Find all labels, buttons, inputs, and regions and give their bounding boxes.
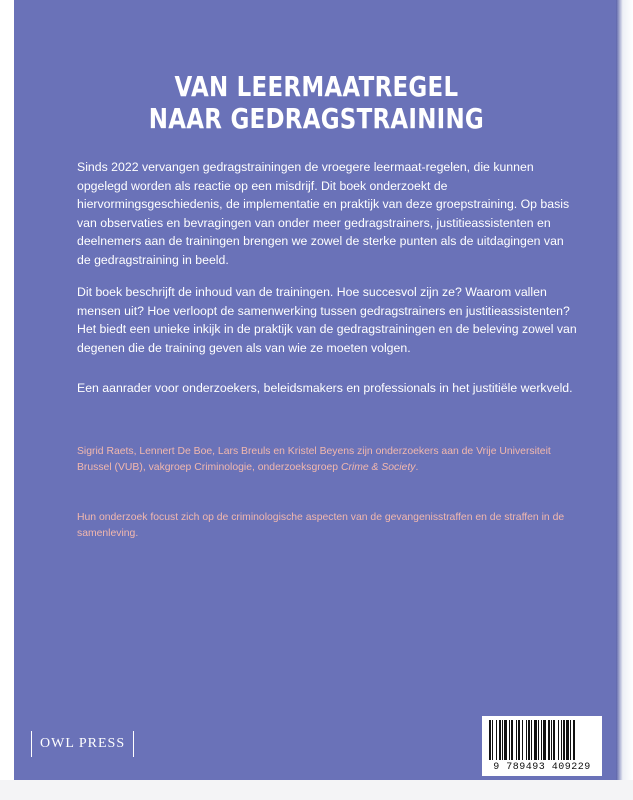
barcode-bar <box>518 720 520 760</box>
barcode-bar <box>561 720 562 760</box>
barcode-bar <box>511 720 513 760</box>
barcode-bar <box>558 720 559 760</box>
barcode-bar <box>526 720 527 760</box>
barcode <box>482 716 602 776</box>
isbn-number: 9 789493 409229 <box>493 762 591 773</box>
barcode-bar <box>516 720 517 760</box>
barcode-bar <box>573 720 575 760</box>
author-bio-end: . <box>415 462 419 473</box>
barcode-bar <box>548 720 550 760</box>
barcode-bar <box>570 720 571 760</box>
title-line-2: NAAR GEDRAGSTRAINING <box>148 102 485 135</box>
publisher-name: OWL PRESS <box>40 736 126 751</box>
page-bottom-margin <box>0 780 633 800</box>
cover-edge-shadow <box>616 0 633 780</box>
barcode-bar <box>528 720 530 760</box>
blurb-paragraph: Een aanrader voor onderzoekers, beleidsmakers en professionals in het justitiële werkveld. <box>77 381 573 395</box>
research-group-name: Crime & Society <box>340 462 416 473</box>
barcode-bar <box>522 720 523 760</box>
barcode-bar <box>551 720 552 760</box>
barcode-bar <box>499 720 501 760</box>
barcode-bar <box>492 720 493 760</box>
barcode-bar <box>543 720 546 760</box>
research-focus: Hun onderzoek focust zich op de criminologische aspecten van de gevangenisstraffen en de straffen in de samenleving. <box>77 512 565 539</box>
barcode-bar <box>509 720 510 760</box>
barcode-bar <box>502 720 503 760</box>
barcode-bar <box>563 720 565 760</box>
barcode-bar <box>504 720 507 760</box>
barcode-bar <box>534 720 537 760</box>
author-bio <box>77 444 577 476</box>
barcode-bar <box>538 720 539 760</box>
blurb-paragraph: Sinds 2022 vervangen gedragstrainingen de vroegere leermaat-regelen, die kunnen opgelegd worden als reactie op een misdrijf. Dit boek onderzoekt de hiervormingsgeschiedenis, de implementatie en praktijk van deze groepstraining. Op basis van observaties en bevragingen van onder meer gedragstrainers, justitieassistenten en deelnemers aan de trainingen brengen we zowel de sterke punten als de uitdagingen van de gedragstraining in beeld. <box>77 160 570 267</box>
author-bio-text: Sigrid Raets, Lennert De Boe, Lars Breuls en Kristel Beyens zijn onderzoekers aan de Vrije Universiteit Brussel (VUB), vakgroep Criminologie, onderzoeksgroep <box>77 446 551 473</box>
barcode-bar <box>553 720 555 760</box>
logo-bar-left <box>31 731 32 757</box>
publisher-logo <box>23 731 142 757</box>
barcode-bar <box>541 720 542 760</box>
barcode-bars <box>486 720 598 762</box>
barcode-bar <box>566 720 569 760</box>
title-line-1: VAN LEERMAATREGEL <box>174 70 459 103</box>
barcode-bar <box>489 720 491 760</box>
logo-bar-right <box>133 731 134 757</box>
blurb-paragraph: Dit boek beschrijft de inhoud van de trainingen. Hoe succesvol zijn ze? Waarom vallen mensen uit? Hoe verloopt de samenwerking tussen gedragstrainers en justitieassistenten? Het biedt een unieke inkijk in de praktijk van de gedragstrainingen en de beleving zowel van degenen die de training geven als van wie ze moeten volgen. <box>77 285 577 355</box>
barcode-bar <box>496 720 497 760</box>
barcode-bar <box>531 720 532 760</box>
